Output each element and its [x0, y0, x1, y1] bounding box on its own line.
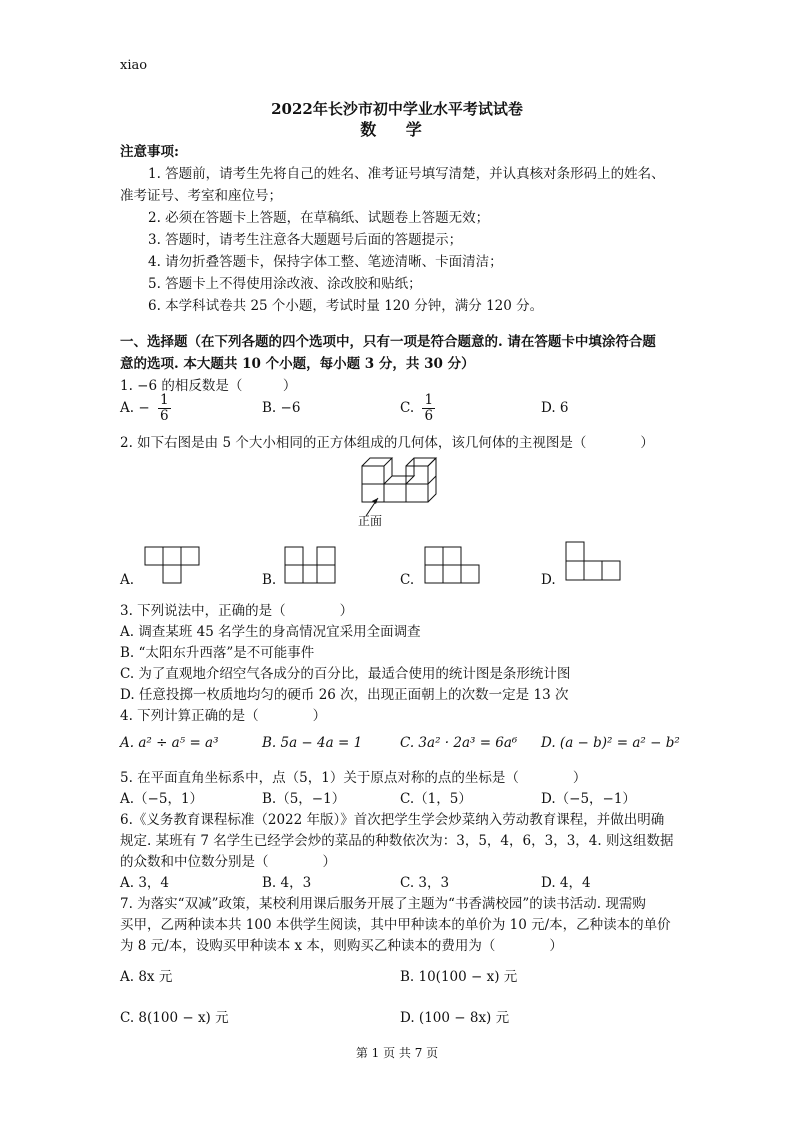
- view-option-b: [284, 546, 344, 586]
- section-heading: 意的选项. 本大题共 10 个小题，每小题 3 分，共 30 分）: [120, 356, 475, 372]
- option-b: B.: [262, 572, 277, 588]
- exam-title: 2022年长沙市初中学业水平考试试卷: [271, 100, 523, 118]
- option-label: C.: [400, 400, 415, 416]
- option-d: D. (a − b)² = a² − b²: [541, 735, 680, 751]
- option-a: A. 3，4: [120, 875, 170, 891]
- question-stem: 规定. 某班有 7 名学生已经学会炒的菜品的种数依次为：3，5，4，6，3，3，4. 则这组数据: [120, 833, 674, 849]
- option-a: A.: [120, 572, 135, 588]
- question-stem: 的众数和中位数分别是（ ）: [120, 854, 336, 870]
- question-stem: 2. 如下右图是由 5 个大小相同的正方体组成的几何体，该几何体的主视图是（ ）: [120, 435, 654, 451]
- option-d: D. 6: [541, 400, 569, 416]
- notice-item: 6. 本学科试卷共 25 个小题，考试时量 120 分钟，满分 120 分。: [148, 298, 544, 314]
- option-a: A.（−5，1）: [120, 791, 204, 807]
- question-stem: 6.《义务教育课程标准（2022 年版）》首次把学生学会炒菜纳入劳动教育课程，并做出明确: [120, 812, 665, 828]
- option-c: C. 8(100 − x) 元: [120, 1010, 229, 1026]
- option-label: A. −: [120, 400, 150, 416]
- option-b: B. 5a − 4a = 1: [262, 735, 363, 751]
- question-stem: 5. 在平面直角坐标系中，点（5，1）关于原点对称的点的坐标是（ ）: [120, 770, 587, 786]
- question-stem: 3. 下列说法中，正确的是（ ）: [120, 603, 354, 619]
- option-d: D. 任意投掷一枚质地均匀的硬币 26 次，出现正面朝上的次数一定是 13 次: [120, 687, 569, 703]
- view-option-c: [424, 546, 484, 586]
- option-c: [400, 393, 435, 424]
- option-a: [120, 393, 171, 424]
- fraction-denominator: 6: [424, 408, 434, 424]
- fraction-denominator: 6: [159, 408, 169, 424]
- option-c: C. 3a² · 2a³ = 6a⁶: [400, 735, 518, 751]
- notice-item: 1. 答题前，请考生先将自己的姓名、准考证号填写清楚，并认真核对条形码上的姓名、: [148, 166, 665, 182]
- notice-item: 3. 答题时，请考生注意各大题题号后面的答题提示；: [148, 232, 463, 248]
- option-c: C. 为了直观地介绍空气各成分的百分比，最适合使用的统计图是条形统计图: [120, 666, 571, 682]
- page-footer: 第 1 页 共 7 页: [355, 1046, 439, 1060]
- question-stem: 4. 下列计算正确的是（ ）: [120, 708, 327, 724]
- fraction-numerator: 1: [159, 392, 169, 408]
- notice-item: 5. 答题卡上不得使用涂改液、涂改胶和贴纸；: [148, 276, 422, 292]
- notice-heading: 注意事项:: [120, 144, 179, 160]
- option-a: A. 8x 元: [120, 969, 173, 985]
- option-b: B. 4，3: [262, 875, 312, 891]
- subject-title: 数 学: [360, 120, 434, 139]
- option-b: B. 10(100 − x) 元: [400, 969, 518, 985]
- option-b: B. −6: [262, 400, 301, 416]
- option-b: B.（5，−1）: [262, 791, 346, 807]
- notice-item: 2. 必须在答题卡上答题，在草稿纸、试题卷上答题无效；: [148, 210, 490, 226]
- question-stem: 1. −6 的相反数是（ ）: [120, 378, 297, 394]
- question-stem: 为 8 元/本，设购买甲种读本 x 本，则购买乙种读本的费用为（ ）: [120, 938, 563, 954]
- option-c: C. 3，3: [400, 875, 450, 891]
- option-c: C.: [400, 572, 415, 588]
- view-option-d: [565, 541, 625, 585]
- fraction: [422, 393, 435, 424]
- front-label: 正面: [358, 514, 383, 528]
- option-d: D.: [541, 572, 556, 588]
- option-d: D. (100 − 8x) 元: [400, 1010, 510, 1026]
- section-heading: 一、选择题（在下列各题的四个选项中，只有一项是符合题意的. 请在答题卡中填涂符合题: [120, 334, 656, 350]
- question-stem: 7. 为落实“双减”政策，某校利用课后服务开展了主题为“书香满校园”的读书活动. 现需购: [120, 896, 646, 912]
- option-a: A. 调查某班 45 名学生的身高情况宜采用全面调查: [120, 624, 421, 640]
- view-option-a: [144, 546, 204, 586]
- question-stem: 买甲，乙两种读本共 100 本供学生阅读，其中甲种读本的单价为 10 元/本，乙种读本的单价: [120, 917, 671, 933]
- option-a: A. a² ÷ a⁵ = a³: [120, 735, 219, 751]
- option-d: D. 4，4: [541, 875, 591, 891]
- fraction: [158, 393, 171, 424]
- fraction-numerator: 1: [424, 392, 434, 408]
- option-c: C.（1，5）: [400, 791, 472, 807]
- notice-item: 准考证号、考室和座位号；: [120, 188, 282, 204]
- corner-mark: xiao: [120, 58, 148, 73]
- option-b: B. “太阳东升西落”是不可能事件: [120, 645, 315, 661]
- option-d: D.（−5，−1）: [541, 791, 636, 807]
- notice-item: 4. 请勿折叠答题卡，保持字体工整、笔迹清晰、卡面清洁；: [148, 254, 503, 270]
